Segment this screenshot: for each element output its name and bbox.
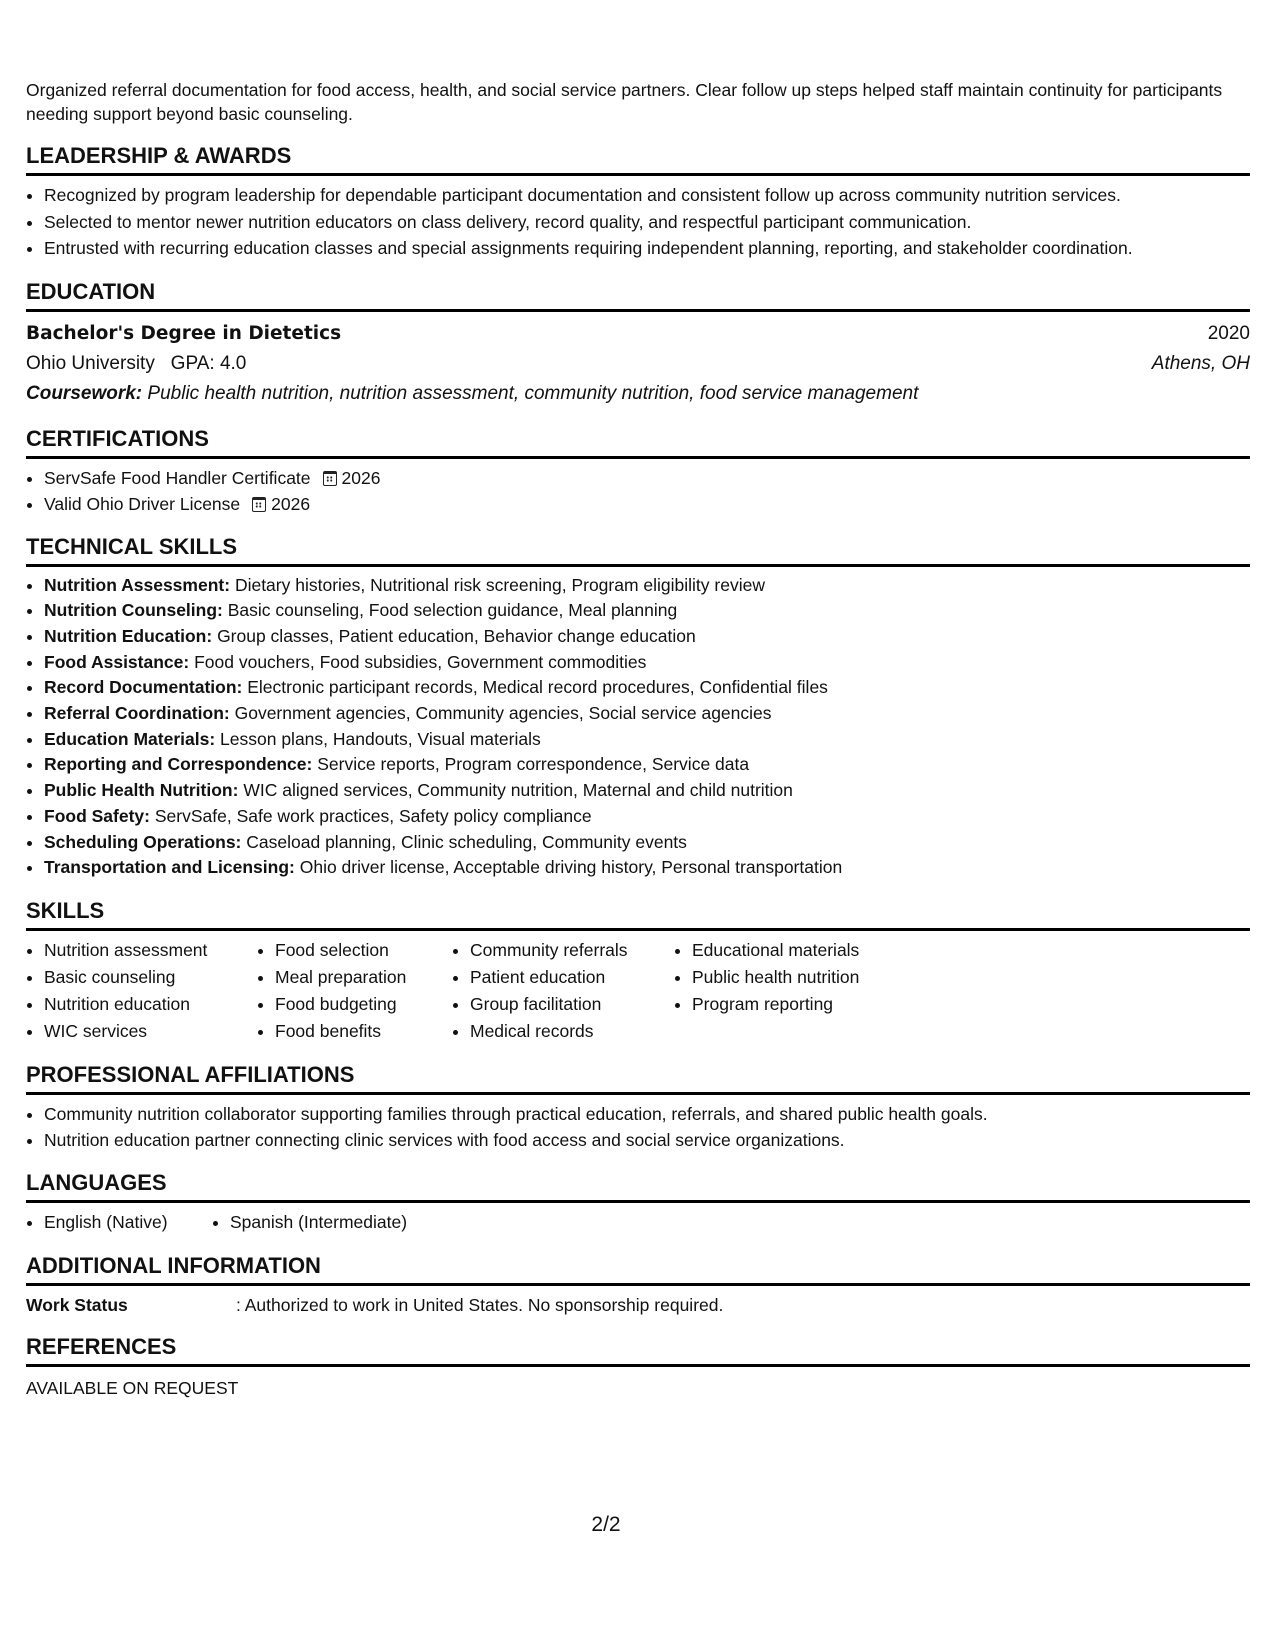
calendar-icon [252,497,266,512]
skill-item: • Medical records [470,1018,674,1045]
technical-skills-section [26,532,1250,881]
skill-item: • Patient education [470,964,674,991]
coursework-row [26,379,1250,409]
technical-skill-item [44,855,1250,881]
references-heading: REFERENCES [26,1332,1250,1367]
coursework-text: Public health nutrition, nutrition assessment, community nutrition, food service management [147,382,919,404]
skill-category: Reporting and Correspondence: [44,754,313,775]
references-text: AVAILABLE ON REQUEST [26,1377,239,1398]
technical-skill-item [44,701,1250,727]
skill-detail: Group classes, Patient education, Behavior change education [217,625,696,646]
technical-skills-list [26,573,1250,881]
skill-category: Referral Coordination: [44,703,230,724]
affiliation-item: • Community nutrition collaborator supporting families through practical education, referrals, and shared public health goals. [44,1101,1250,1127]
technical-skill-item [44,598,1250,624]
skill-item: • Public health nutrition [692,964,952,991]
certifications-section [26,424,1250,517]
additional-info-section [26,1251,1250,1317]
skill-item: • Educational materials [692,937,952,964]
certification-name: Valid Ohio Driver License [44,493,241,514]
skill-category: Public Health Nutrition: [44,780,239,801]
references-section [26,1332,1250,1400]
technical-skill-item [44,727,1250,753]
leadership-heading: LEADERSHIP & AWARDS [26,141,1250,176]
skill-item: • Food budgeting [275,991,452,1018]
leadership-section [26,141,1250,262]
skill-category: Transportation and Licensing: [44,857,295,878]
technical-skill-item [44,752,1250,778]
education-heading: EDUCATION [26,277,1250,312]
certifications-list [26,465,1250,517]
skills-section [26,896,1250,1045]
skill-item: • Group facilitation [470,991,674,1018]
language-item: • English (Native) [44,1209,212,1236]
calendar-icon [323,471,337,486]
skill-item: • WIC services [44,1018,257,1045]
skills-grid [26,937,1250,1045]
leadership-item: • Entrusted with recurring education classes and special assignments requiring independent planning, reporting, and stakeholder coordination. [44,235,1250,262]
skill-category: Food Assistance: [44,651,190,672]
leadership-item: • Selected to mentor newer nutrition educators on class delivery, record quality, and respectful participant communication. [44,209,1250,236]
skill-detail: ServSafe, Safe work practices, Safety policy compliance [154,805,592,826]
additional-info-heading: ADDITIONAL INFORMATION [26,1251,1250,1286]
skills-heading: SKILLS [26,896,1250,931]
skills-column [26,937,257,1045]
skill-category: Education Materials: [44,728,216,749]
technical-skill-item [44,675,1250,701]
language-item: • Spanish (Intermediate) [230,1209,407,1236]
certification-item [44,491,1250,517]
technical-skill-item [44,573,1250,599]
school-location: Athens, OH [1151,352,1250,374]
page-number: 2/2 [591,1513,621,1536]
languages-section [26,1168,1250,1236]
leadership-item: • Recognized by program leadership for dependable participant documentation and consistent follow up across community nutrition services. [44,182,1250,209]
affiliations-section [26,1060,1250,1153]
skill-detail: Ohio driver license, Acceptable driving history, Personal transportation [299,857,843,878]
degree-title: Bachelor's Degree in Dietetics [26,322,342,344]
work-status-value: : Authorized to work in United States. No sponsorship required. [236,1294,724,1315]
technical-skill-item [44,624,1250,650]
certification-name: ServSafe Food Handler Certificate [44,467,311,488]
languages-heading: LANGUAGES [26,1168,1250,1203]
skill-detail: Basic counseling, Food selection guidance, Meal planning [227,600,678,621]
skill-item: • Program reporting [692,991,952,1018]
skill-detail: Service reports, Program correspondence, Service data [317,754,750,775]
skills-column [674,937,952,1045]
languages-list [26,1209,1250,1236]
certification-year: 2026 [341,467,381,488]
intro-paragraph: Organized referral documentation for food access, health, and social service partners. Clear follow up steps helped staff maintain continuity for participants needing support beyond basic counseling. [26,80,1223,124]
work-status-row [26,1293,1250,1317]
skill-category: Scheduling Operations: [44,831,242,852]
skill-category: Nutrition Counseling: [44,600,223,621]
technical-skill-item [44,804,1250,830]
technical-skill-item [44,650,1250,676]
skill-item: • Basic counseling [44,964,257,991]
education-school-row [26,349,1250,379]
skill-detail: Government agencies, Community agencies, Social service agencies [234,703,772,724]
coursework-label: Coursework: [26,382,143,404]
skill-detail: Lesson plans, Handouts, Visual materials [220,728,541,749]
skill-category: Record Documentation: [44,677,243,698]
skill-item: • Food benefits [275,1018,452,1045]
skill-detail: Dietary histories, Nutritional risk screening, Program eligibility review [234,574,765,595]
technical-skills-heading: TECHNICAL SKILLS [26,532,1250,567]
skill-detail: Caseload planning, Clinic scheduling, Community events [246,831,687,852]
skill-item: • Nutrition assessment [44,937,257,964]
certification-year: 2026 [271,493,311,514]
skill-item: • Nutrition education [44,991,257,1018]
certification-item [44,465,1250,491]
school-name: Ohio University [26,352,155,374]
skills-column [452,937,674,1045]
affiliations-heading: PROFESSIONAL AFFILIATIONS [26,1060,1250,1095]
education-degree-row [26,319,1250,349]
skill-category: Food Safety: [44,805,150,826]
leadership-list [26,182,1250,262]
skill-detail: Electronic participant records, Medical record procedures, Confidential files [247,677,828,698]
technical-skill-item [44,830,1250,856]
skill-detail: WIC aligned services, Community nutrition, Maternal and child nutrition [243,780,793,801]
certifications-heading: CERTIFICATIONS [26,424,1250,459]
gpa: GPA: 4.0 [170,352,247,374]
work-status-label: Work Status [26,1294,128,1315]
skill-category: Nutrition Education: [44,625,213,646]
resume-page [26,78,1250,1400]
skill-item: • Community referrals [470,937,674,964]
technical-skill-item [44,778,1250,804]
skill-item: • Food selection [275,937,452,964]
skill-item: • Meal preparation [275,964,452,991]
skill-detail: Food vouchers, Food subsidies, Government commodities [194,651,647,672]
graduation-year: 2020 [1207,322,1250,344]
skill-category: Nutrition Assessment: [44,574,231,595]
education-section [26,277,1250,409]
affiliation-item: • Nutrition education partner connecting clinic services with food access and social service organizations. [44,1127,1250,1153]
affiliations-list [26,1101,1250,1153]
skills-column [257,937,452,1045]
